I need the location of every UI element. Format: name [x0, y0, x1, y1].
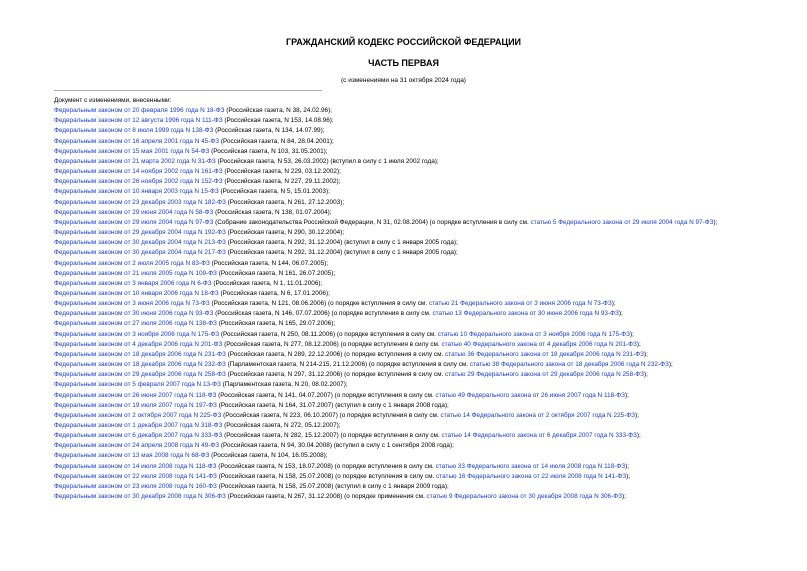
amendment-law-link[interactable]: Федеральным законом от 2 октября 2007 года N 225-ФЗ — [54, 411, 222, 419]
amendment-item — [54, 482, 759, 492]
amendment-law-link[interactable]: Федеральным законом от 30 декабря 2008 года N 306-ФЗ — [54, 493, 226, 501]
amendment-law-link[interactable]: Федеральным законом от 21 марта 2002 года N 31-ФЗ — [54, 157, 216, 165]
amendment-law-link[interactable]: Федеральным законом от 30 декабря 2004 года N 213-ФЗ — [54, 239, 226, 247]
amendment-law-link[interactable]: Федеральным законом от 23 декабря 2003 года N 182-ФЗ — [54, 198, 226, 206]
amendments-rows — [54, 106, 759, 502]
amendment-law-link[interactable]: Федеральным законом от 13 мая 2008 года N 68-ФЗ — [54, 452, 210, 460]
amendment-item — [37, 360, 759, 370]
amendment-item — [54, 157, 759, 167]
amendment-source: (Российская газета, N 153, 14.08.96); — [222, 117, 334, 125]
amendment-item — [54, 401, 759, 411]
amendment-item — [54, 269, 759, 279]
amendment-law-link[interactable]: Федеральным законом от 30 июня 2006 года N 93-ФЗ — [54, 310, 214, 318]
amendment-item — [54, 421, 759, 431]
amendment-tail: ); — [636, 432, 641, 440]
amendment-law-link[interactable]: Федеральным законом от 3 января 2006 года N 6-ФЗ — [54, 279, 212, 287]
amendment-source: (Российская газета, N 94, 30.04.2008) (вступил в силу с 1 сентября 2008 года); — [219, 442, 454, 450]
amendment-law-link[interactable]: Федеральным законом от 29 декабря 2006 года N 258-ФЗ — [54, 371, 226, 379]
amendment-law-link[interactable]: Федеральным законом от 24 апреля 2008 года N 49-ФЗ — [54, 442, 220, 450]
divider — [54, 90, 322, 91]
amendment-source: (Российская газета, N 261, 27.12.2003); — [225, 198, 345, 206]
amendment-tail: ); — [621, 493, 626, 501]
amendment-law-link[interactable]: Федеральным законом от 29 июля 2004 года N 97-ФЗ — [54, 218, 214, 226]
amendment-source: (Российская газета, N 144, 06.07.2005); — [209, 259, 329, 267]
amendment-law-link[interactable]: Федеральным законом от 22 июля 2008 года N 141-ФЗ — [54, 472, 217, 480]
amendment-article-link[interactable]: статью 9 Федерального закона от 30 декабря 2008 года N 306-ФЗ — [426, 493, 622, 501]
document-edition: (с изменениями на 31 октября 2024 года) — [341, 77, 466, 84]
amendment-item — [54, 167, 759, 177]
amendment-item — [54, 187, 759, 197]
amendment-tail: ); — [644, 371, 648, 379]
amendment-item — [54, 106, 759, 116]
amendment-item — [37, 492, 759, 502]
amendment-law-link[interactable]: Федеральным законом от 3 июня 2006 года N 73-ФЗ — [54, 300, 210, 308]
amendment-source: (Российская газета, N 223, 06.10.2007) (о порядке вступления в силу см. — [221, 411, 441, 419]
amendment-source: (Парламентская газета, N 214-215, 21.12.2006) (о порядке вступления в силу см. — [225, 361, 470, 369]
amendment-item — [54, 147, 759, 157]
amendment-tail: ); — [629, 330, 634, 338]
amendment-source: (Российская газета, N 38, 24.02.96); — [224, 107, 333, 115]
amendment-source: (Российская газета, N 158, 25.07.2008) (вступил в силу с 1 января 2009 года); — [216, 482, 449, 490]
amendment-law-link[interactable]: Федеральным законом от 18 декабря 2006 года N 232-ФЗ — [54, 361, 226, 369]
amendment-source: (Российская газета, N 290, 30.12.2004); — [225, 229, 345, 237]
amendment-law-link[interactable]: Федеральным законом от 10 января 2006 года N 18-ФЗ — [54, 289, 219, 297]
amendment-law-link[interactable]: Федеральным законом от 3 ноября 2006 года N 175-ФЗ — [54, 330, 220, 338]
amendment-item — [54, 248, 759, 258]
amendment-item — [37, 391, 759, 401]
amendment-source: (Российская газета, N 289, 22.12.2006) (о порядке вступления в силу см. — [225, 350, 446, 358]
amendment-law-link[interactable]: Федеральным законом от 16 апреля 2001 года N 45-ФЗ — [54, 137, 220, 145]
amendment-law-link[interactable]: Федеральным законом от 8 июля 1999 года N 138-ФЗ — [54, 127, 214, 135]
amendment-tail: ); — [626, 472, 630, 480]
amendment-law-link[interactable]: Федеральным законом от 29 июня 2004 года N 58-ФЗ — [54, 208, 214, 216]
amendment-source: (Российская газета, N 104, 16.05.2008); — [209, 452, 328, 460]
document-part: ЧАСТЬ ПЕРВАЯ — [368, 58, 439, 68]
amendment-law-link[interactable]: Федеральным законом от 15 мая 2001 года N 54-ФЗ — [54, 147, 210, 155]
amendment-source: (Российская газета, N 84, 28.04.2001); — [219, 137, 334, 145]
amendment-law-link[interactable]: Федеральным законом от 23 июля 2008 года N 160-ФЗ — [54, 482, 217, 490]
amendment-article-link[interactable]: статью 10 Федерального закона от 3 ноября 2006 года N 175-ФЗ — [437, 330, 630, 338]
amendment-source: (Собрание законодательства Российской Федерации, N 31, 02.08.2004) (о порядке вступления в силу см. — [213, 218, 531, 226]
amendment-item — [54, 208, 759, 218]
amendment-law-link[interactable]: Федеральным законом от 1 декабря 2007 года N 318-ФЗ — [54, 422, 223, 429]
amendment-source: (Российская газета, N 267, 31.12.2008) (о порядке применения см. — [225, 493, 427, 501]
amendment-source: (Российская газета, N 164, 31.07.2007) (вступил в силу с 1 января 2008 года); — [216, 401, 449, 409]
amendment-law-link[interactable]: Федеральным законом от 6 декабря 2007 года N 333-ФЗ — [54, 432, 223, 440]
amendment-law-link[interactable]: Федеральным законом от 5 февраля 2007 года N 13-ФЗ — [54, 381, 221, 389]
amendment-source: (Российская газета, N 134, 14.07.99); — [213, 127, 325, 135]
amendment-item — [54, 279, 759, 289]
amendment-item — [37, 370, 759, 380]
amendment-law-link[interactable]: Федеральным законом от 26 ноября 2002 года N 152-ФЗ — [54, 178, 223, 186]
amendment-source: (Российская газета, N 5, 15.01.2003); — [218, 188, 330, 196]
amendment-law-link[interactable]: Федеральным законом от 20 февраля 1996 года N 18-ФЗ — [54, 107, 225, 115]
amendment-tail: ); — [668, 361, 673, 369]
amendment-source: (Российская газета, N 227, 29.11.2002); — [222, 178, 341, 186]
amendment-tail: ); — [644, 350, 648, 358]
amendment-law-link[interactable]: Федеральным законом от 29 декабря 2004 года N 192-ФЗ — [54, 229, 226, 237]
amendment-item — [54, 137, 759, 147]
amendment-law-link[interactable]: Федеральным законом от 30 декабря 2004 года N 217-ФЗ — [54, 249, 226, 257]
document-title: ГРАЖДАНСКИЙ КОДЕКС РОССИЙСКОЙ ФЕДЕРАЦИИ — [285, 37, 522, 47]
amendment-law-link[interactable]: Федеральным законом от 12 августа 1996 года N 111-ФЗ — [54, 117, 223, 125]
amendment-tail: ); — [618, 310, 623, 318]
amendment-source: (Российская газета, N 277, 08.12.2006) (о порядке вступления в силу см. — [222, 340, 442, 348]
amendment-item — [54, 198, 759, 208]
amendment-article-link[interactable]: статью 38 Федерального закона от 18 декабря 2006 года N 232-ФЗ — [469, 361, 669, 369]
amendment-tail: ); — [625, 391, 629, 399]
amendment-source: (Российская газета, N 165, 29.07.2006); — [216, 320, 336, 328]
amendment-source: (Российская газета, N 229, 03.12.2002); — [222, 168, 341, 176]
amendment-source: (Российская газета, N 146, 07.07.2006) (о порядке вступления в силу см. — [213, 310, 433, 318]
amendment-item — [37, 431, 759, 441]
amendment-item — [54, 228, 759, 238]
amendment-source: (Российская газета, N 161, 26.07.2005); — [216, 269, 336, 277]
amendment-item — [54, 380, 759, 390]
amendment-item — [54, 177, 759, 187]
amendment-item — [54, 451, 759, 461]
amendment-law-link[interactable]: Федеральным законом от 19 июля 2007 года N 197-ФЗ — [54, 401, 217, 409]
amendment-item — [37, 462, 759, 472]
amendment-item — [54, 319, 759, 329]
amendment-item — [54, 116, 759, 126]
amendment-article-link[interactable]: статью 33 Федерального закона от 14 июля 2008 года N 118-ФЗ — [435, 462, 626, 470]
amendments-heading: Документ с изменениями, внесенными: — [54, 97, 172, 104]
amendment-law-link[interactable]: Федеральным законом от 21 июля 2005 года N 109-ФЗ — [54, 269, 217, 277]
amendment-source: (Парламентская газета, N 20, 08.02.2007); — [220, 381, 348, 389]
amendment-article-link[interactable]: статью 14 Федерального закона от 2 октября 2007 года N 225-ФЗ — [440, 411, 635, 419]
amendment-tail: ); — [634, 411, 639, 419]
amendment-law-link[interactable]: Федеральным законом от 14 ноября 2002 года N 161-ФЗ — [54, 168, 223, 176]
amendment-source: (Российская газета, N 103, 31.05.2001); — [209, 147, 328, 155]
amendment-item — [37, 330, 759, 340]
amendment-item — [37, 411, 759, 421]
amendment-law-link[interactable]: Федеральным законом от 14 июля 2008 года N 118-ФЗ — [54, 462, 217, 470]
amendment-article-link[interactable]: статью 5 Федерального закона от 29 июля 2004 года N 97-ФЗ — [530, 218, 714, 226]
amendment-law-link[interactable]: Федеральным законом от 27 июля 2006 года N 138-ФЗ — [54, 320, 217, 328]
amendment-source: (Российская газета, N 297, 31.12.2006) (о порядке вступления в силу см. — [225, 371, 446, 379]
amendment-item — [37, 472, 759, 482]
amendment-article-link[interactable]: статью 40 Федерального закона от 4 декабря 2006 года N 201-ФЗ — [441, 340, 637, 348]
amendment-article-link[interactable]: статью 13 Федерального закона от 30 июня 2006 года N 93-ФЗ — [432, 310, 619, 318]
amendment-item — [37, 309, 759, 319]
amendment-source: (Российская газета, N 138, 01.07.2004); — [213, 208, 332, 216]
amendment-source: (Российская газета, N 1, 11.01.2006); — [211, 279, 323, 287]
amendment-tail: ); — [625, 462, 630, 470]
amendment-article-link[interactable]: статью 29 Федерального закона от 29 декабря 2006 года N 258-ФЗ — [445, 371, 644, 379]
amendment-item — [54, 126, 759, 136]
amendment-source: (Российская газета, N 121, 08.06.2006) (о порядке вступления в силу см. — [209, 300, 429, 308]
amendment-source: (Российская газета, N 153, 18.07.2008) (о порядке вступления в силу см. — [216, 462, 436, 470]
amendment-source: (Российская газета, N 141, 04.07.2007) (о порядке вступления в силу см. — [216, 391, 436, 399]
amendment-law-link[interactable]: Федеральным законом от 10 января 2003 года N 15-ФЗ — [54, 188, 219, 196]
amendment-law-link[interactable]: Федеральным законом от 26 июня 2007 года N 118-ФЗ — [54, 391, 217, 399]
amendment-item — [54, 441, 759, 451]
amendment-item — [37, 299, 759, 309]
amendment-article-link[interactable]: статью 14 Федерального закона от 6 декабря 2007 года N 333-ФЗ — [441, 432, 637, 440]
amendment-item — [54, 289, 759, 299]
amendment-tail: ); — [636, 340, 641, 348]
amendment-source: (Российская газета, N 292, 31.12.2004) (вступил в силу с 1 января 2005 года); — [225, 249, 458, 257]
amendment-source: (Российская газета, N 53, 26.03.2002) (вступил в силу с 1 июля 2002 года); — [215, 157, 439, 165]
amendment-item — [37, 340, 759, 350]
amendment-article-link[interactable]: статью 21 Федерального закона от 3 июня 2006 года N 73-ФЗ — [428, 300, 612, 308]
amendment-tail: ); — [713, 218, 718, 226]
amendment-item — [54, 259, 759, 269]
amendment-article-link[interactable]: статью 49 Федерального закона от 26 июня 2007 года N 118-ФЗ — [435, 391, 625, 399]
amendment-source: (Российская газета, N 158, 25.07.2008) (о порядке вступления в силу см. — [216, 472, 437, 480]
amendment-source: (Российская газета, N 250, 08.11.2006) (о порядке вступления в силу см. — [219, 330, 438, 338]
amendment-law-link[interactable]: Федеральным законом от 4 декабря 2006 года N 201-ФЗ — [54, 340, 223, 348]
amendment-item — [54, 238, 759, 248]
amendments-list — [54, 96, 759, 502]
amendment-law-link[interactable]: Федеральным законом от 2 июля 2005 года N 83-ФЗ — [54, 259, 210, 267]
amendment-item — [37, 350, 759, 360]
amendment-article-link[interactable]: статью 36 Федерального закона от 18 декабря 2006 года N 231-ФЗ — [445, 350, 644, 358]
amendment-source: (Российская газета, N 272, 05.12.2007); — [222, 422, 341, 429]
amendment-source: (Российская газета, N 6, 17.01.2006); — [218, 289, 330, 297]
amendment-article-link[interactable]: статью 16 Федерального закона от 22 июля 2008 года N 141-ФЗ — [436, 472, 627, 480]
amendment-tail: ); — [611, 300, 616, 308]
amendment-source: (Российская газета, N 292, 31.12.2004) (вступил в силу с 1 января 2005 года); — [225, 239, 458, 247]
amendment-item — [37, 218, 759, 228]
amendment-source: (Российская газета, N 282, 15.12.2007) (о порядке вступления в силу см. — [222, 432, 442, 440]
amendment-law-link[interactable]: Федеральным законом от 18 декабря 2006 года N 231-ФЗ — [54, 350, 226, 358]
